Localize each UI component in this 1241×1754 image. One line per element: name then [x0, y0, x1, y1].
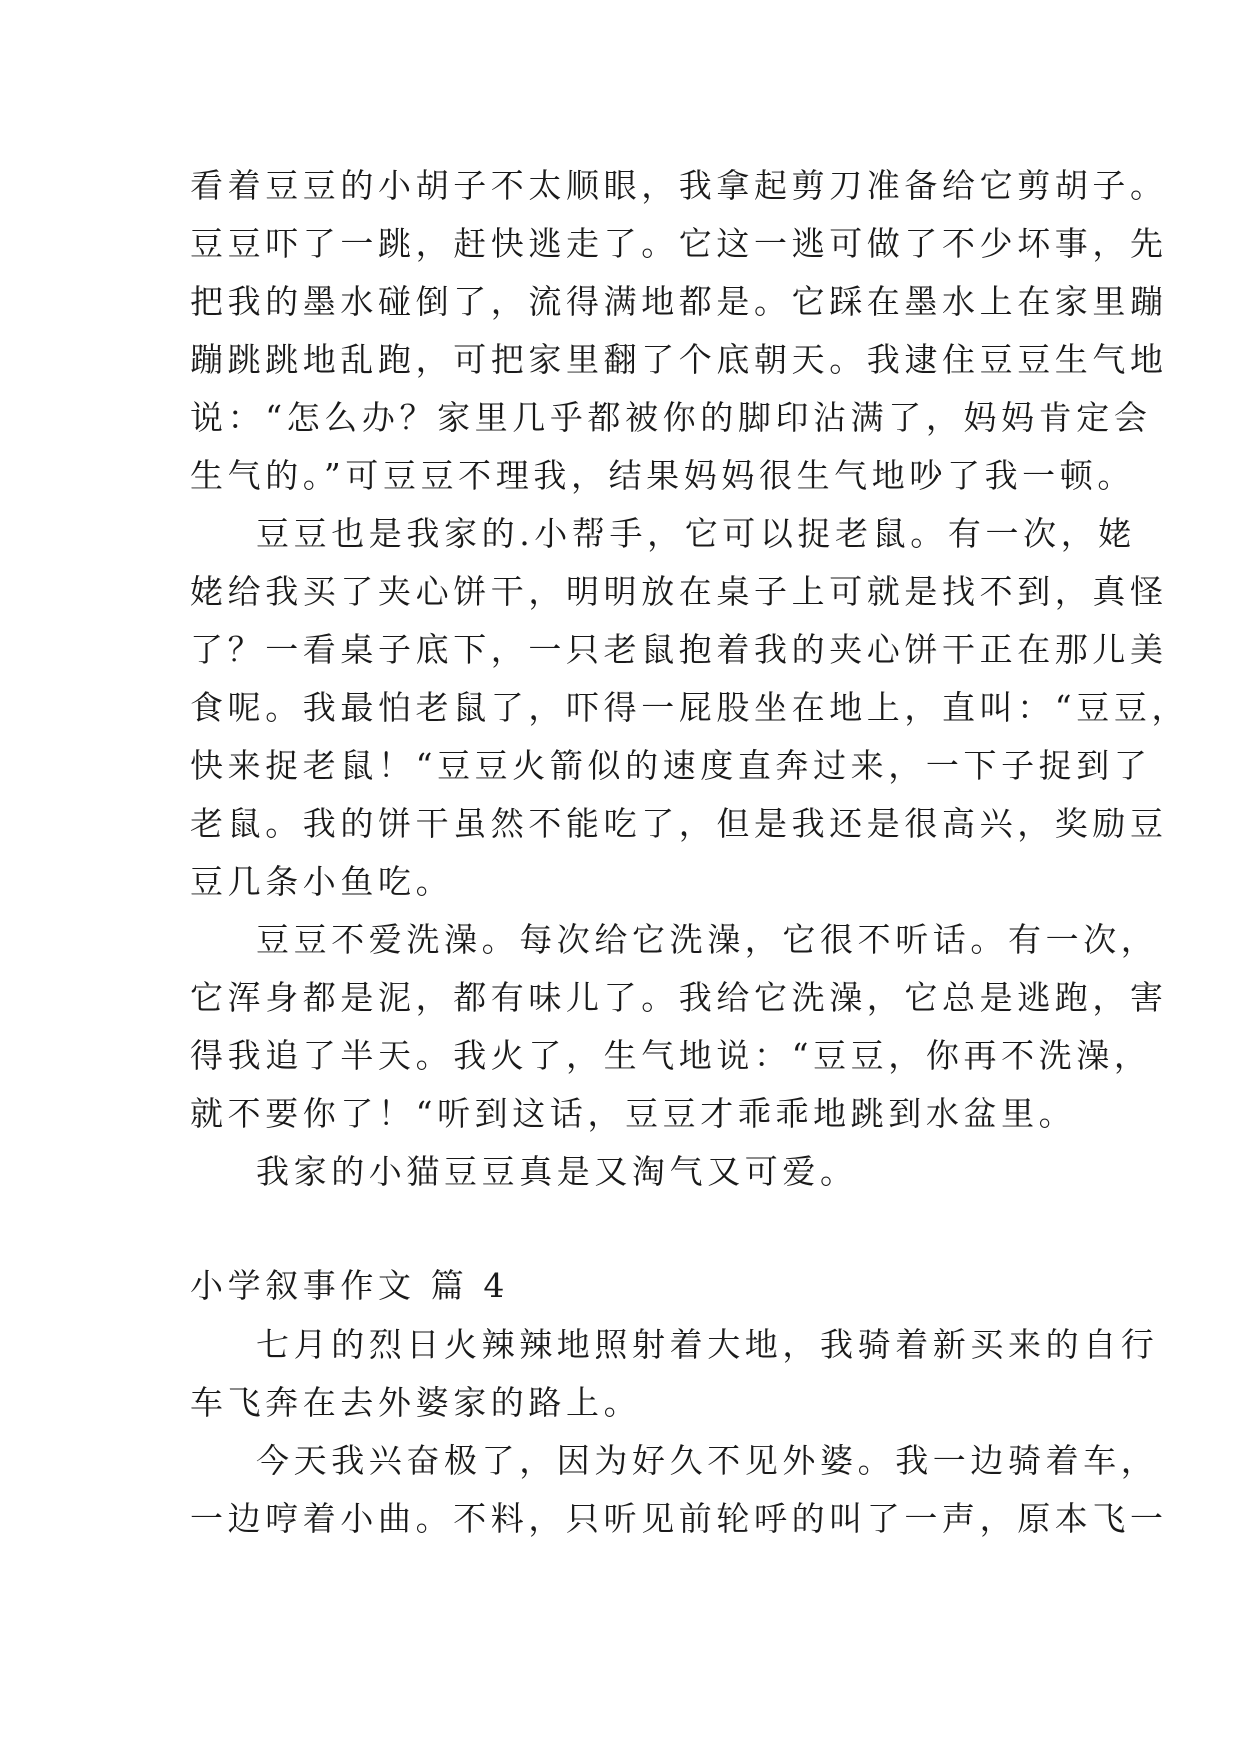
- paragraph-1-line-2: 豆豆吓了一跳，赶快逃走了。它这一逃可做了不少坏事，先: [190, 224, 1168, 263]
- paragraph-3-line-1: 豆豆不爱洗澡。每次给它洗澡，它很不听话。有一次，: [256, 920, 1159, 959]
- paragraph-6-line-1: 今天我兴奋极了，因为好久不见外婆。我一边骑着车，: [256, 1441, 1159, 1480]
- paragraph-2-line-5: 快来捉老鼠！“豆豆火箭似的速度直奔过来，一下子捉到了: [190, 746, 1152, 785]
- paragraph-6-line-2: 一边哼着小曲。不料，只听见前轮呼的叫了一声，原本飞一: [190, 1499, 1168, 1538]
- paragraph-5-line-2: 车飞奔在去外婆家的路上。: [190, 1383, 642, 1422]
- paragraph-2-line-7: 豆几条小鱼吃。: [190, 862, 454, 901]
- paragraph-2-line-2: 姥给我买了夹心饼干，明明放在桌子上可就是找不到，真怪: [190, 572, 1168, 611]
- paragraph-2-line-1: 豆豆也是我家的.小帮手，它可以捉老鼠。有一次，姥: [256, 514, 1136, 553]
- paragraph-1-line-1: 看着豆豆的小胡子不太顺眼，我拿起剪刀准备给它剪胡子。: [190, 166, 1168, 205]
- paragraph-1-line-3: 把我的墨水碰倒了，流得满地都是。它踩在墨水上在家里蹦: [190, 282, 1168, 321]
- paragraph-3-line-3: 得我追了半天。我火了，生气地说：“豆豆，你再不洗澡，: [190, 1036, 1152, 1075]
- paragraph-4-line-1: 我家的小猫豆豆真是又淘气又可爱。: [256, 1152, 858, 1191]
- paragraph-1-line-6: 生气的。”可豆豆不理我，结果妈妈很生气地吵了我一顿。: [190, 456, 1135, 495]
- paragraph-2-line-3: 了？一看桌子底下，一只老鼠抱着我的夹心饼干正在那儿美: [190, 630, 1168, 669]
- paragraph-2-line-6: 老鼠。我的饼干虽然不能吃了，但是我还是很高兴，奖励豆: [190, 804, 1168, 843]
- paragraph-3-line-2: 它浑身都是泥，都有味儿了。我给它洗澡，它总是逃跑，害: [190, 978, 1168, 1017]
- paragraph-1-line-5: 说：“怎么办？家里几乎都被你的脚印沾满了，妈妈肯定会: [190, 398, 1152, 437]
- section-heading: 小学叙事作文 篇 4: [190, 1266, 509, 1305]
- paragraph-2-line-4: 食呢。我最怕老鼠了，吓得一屁股坐在地上，直叫：“豆豆，: [190, 688, 1190, 727]
- paragraph-5-line-1: 七月的烈日火辣辣地照射着大地，我骑着新买来的自行: [256, 1325, 1159, 1364]
- paragraph-1-line-4: 蹦跳跳地乱跑，可把家里翻了个底朝天。我逮住豆豆生气地: [190, 340, 1168, 379]
- paragraph-3-line-4: 就不要你了！“听到这话，豆豆才乖乖地跳到水盆里。: [190, 1094, 1077, 1133]
